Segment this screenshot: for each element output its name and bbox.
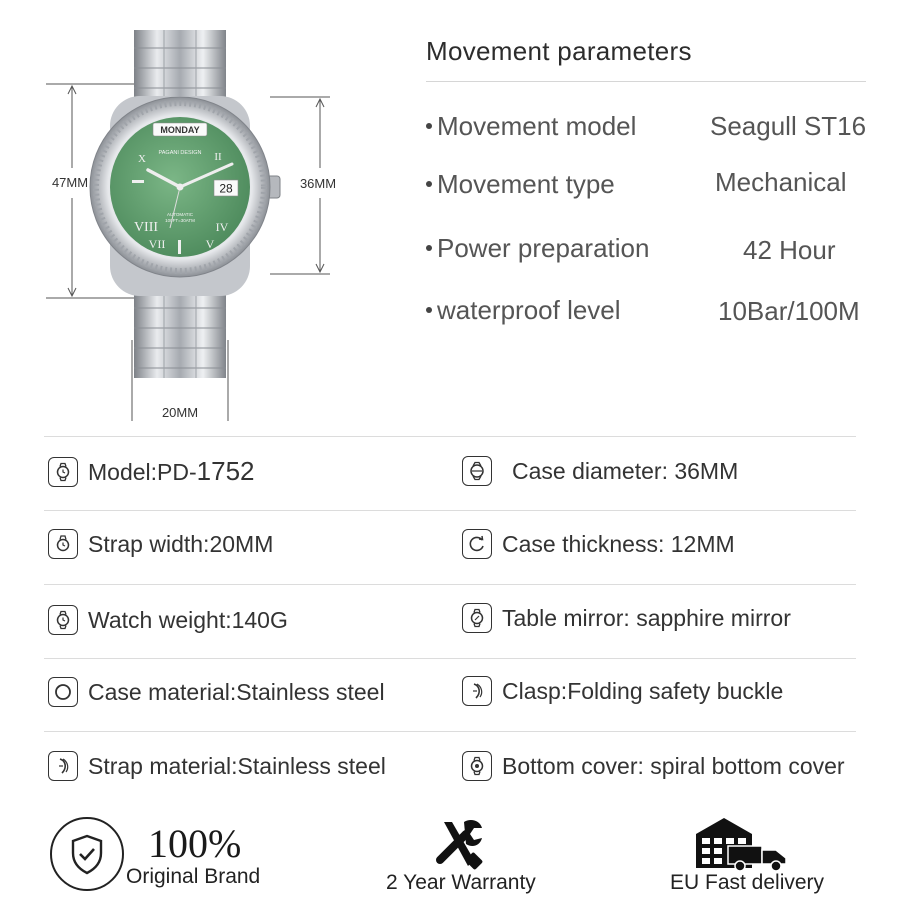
clasp-text: Clasp:Folding safety buckle <box>502 677 784 704</box>
svg-text:IV: IV <box>215 220 229 234</box>
watch-icon <box>462 603 492 633</box>
param-label-row <box>426 295 621 326</box>
case-diameter-text: Case diameter: 36MM <box>512 457 739 484</box>
bullet-icon <box>426 245 432 251</box>
svg-text:II: II <box>214 151 222 163</box>
waterproof-level-value: 10Bar/100M <box>718 296 860 326</box>
movement-model-label: Movement model <box>437 111 637 141</box>
clasp-icon <box>462 676 492 706</box>
circle-icon <box>48 677 78 707</box>
param-label-row <box>426 169 615 200</box>
watch-weight-text: Watch weight:140G <box>88 606 288 633</box>
divider <box>44 584 856 585</box>
spec-model <box>48 456 255 487</box>
spec-case-diameter <box>462 456 738 486</box>
spec-strap-material <box>48 751 386 781</box>
dimension-strap: 20MM <box>161 405 199 420</box>
watch-diameter-icon <box>462 456 492 486</box>
spec-watch-weight <box>48 605 288 635</box>
watch-figure <box>40 28 370 423</box>
watch-icon <box>462 751 492 781</box>
strap-width-text: Strap width:20MM <box>88 530 274 557</box>
bracelet-top <box>134 30 226 102</box>
dial-day: MONDAY <box>160 125 200 135</box>
dial-subtext-2: 100FT=30ATM <box>165 218 195 223</box>
bracelet-bottom <box>134 290 226 378</box>
dimension-diameter: 36MM <box>299 176 337 191</box>
bullet-icon <box>426 307 432 313</box>
watch-icon <box>48 605 78 635</box>
movement-type-label: Movement type <box>437 169 615 199</box>
table-mirror-text: Table mirror: sapphire mirror <box>502 604 791 631</box>
movement-title: Movement parameters <box>426 36 692 66</box>
spec-strap-width <box>48 529 273 559</box>
divider <box>44 731 856 732</box>
dial-date: 28 <box>219 181 233 196</box>
shield-check-icon <box>50 817 124 891</box>
dial-subtext-1: AUTOMATIC <box>166 212 194 217</box>
divider <box>44 658 856 659</box>
clasp-icon <box>48 751 78 781</box>
warranty-label: 2 Year Warranty <box>386 871 536 894</box>
svg-text:VIII: VIII <box>133 220 159 235</box>
tools-icon <box>430 814 488 877</box>
spec-bottom-cover <box>462 751 845 781</box>
watch-icon <box>48 529 78 559</box>
power-preparation-label: Power preparation <box>437 233 650 263</box>
param-label-row <box>426 111 636 142</box>
brand-percent: 100% <box>148 821 242 866</box>
title-divider <box>426 81 866 82</box>
spec-case-thickness <box>462 529 735 559</box>
case-thickness-text: Case thickness: 12MM <box>502 530 735 557</box>
bullet-icon <box>426 123 432 129</box>
rotate-icon <box>462 529 492 559</box>
delivery-label: EU Fast delivery <box>670 871 825 894</box>
param-label-row <box>426 233 649 264</box>
dimension-length: 47MM <box>51 175 89 190</box>
case-material-text: Case material:Stainless steel <box>88 678 385 705</box>
spec-case-material <box>48 677 385 707</box>
bottom-cover-text: Bottom cover: spiral bottom cover <box>502 752 845 779</box>
movement-type-value: Mechanical <box>715 167 847 197</box>
model-number: 1752 <box>196 456 255 486</box>
divider <box>44 510 856 511</box>
power-preparation-value: 42 Hour <box>743 235 836 265</box>
spec-clasp <box>462 676 783 706</box>
divider <box>44 436 856 437</box>
waterproof-level-label: waterproof level <box>437 295 621 325</box>
movement-model-value: Seagull ST16 <box>710 111 867 141</box>
svg-text:V: V <box>205 237 215 251</box>
dial-brand: PAGANI DESIGN <box>158 150 202 156</box>
brand-label: Original Brand <box>126 865 261 888</box>
bullet-icon <box>426 181 432 187</box>
svg-text:VII: VII <box>148 237 166 251</box>
watch-icon <box>48 457 78 487</box>
model-prefix: Model:PD- <box>88 459 197 485</box>
warehouse-truck-icon <box>694 814 794 877</box>
spec-model-text <box>88 456 255 487</box>
svg-text:X: X <box>138 153 146 165</box>
spec-table-mirror <box>462 603 791 633</box>
strap-material-text: Strap material:Stainless steel <box>88 752 386 779</box>
